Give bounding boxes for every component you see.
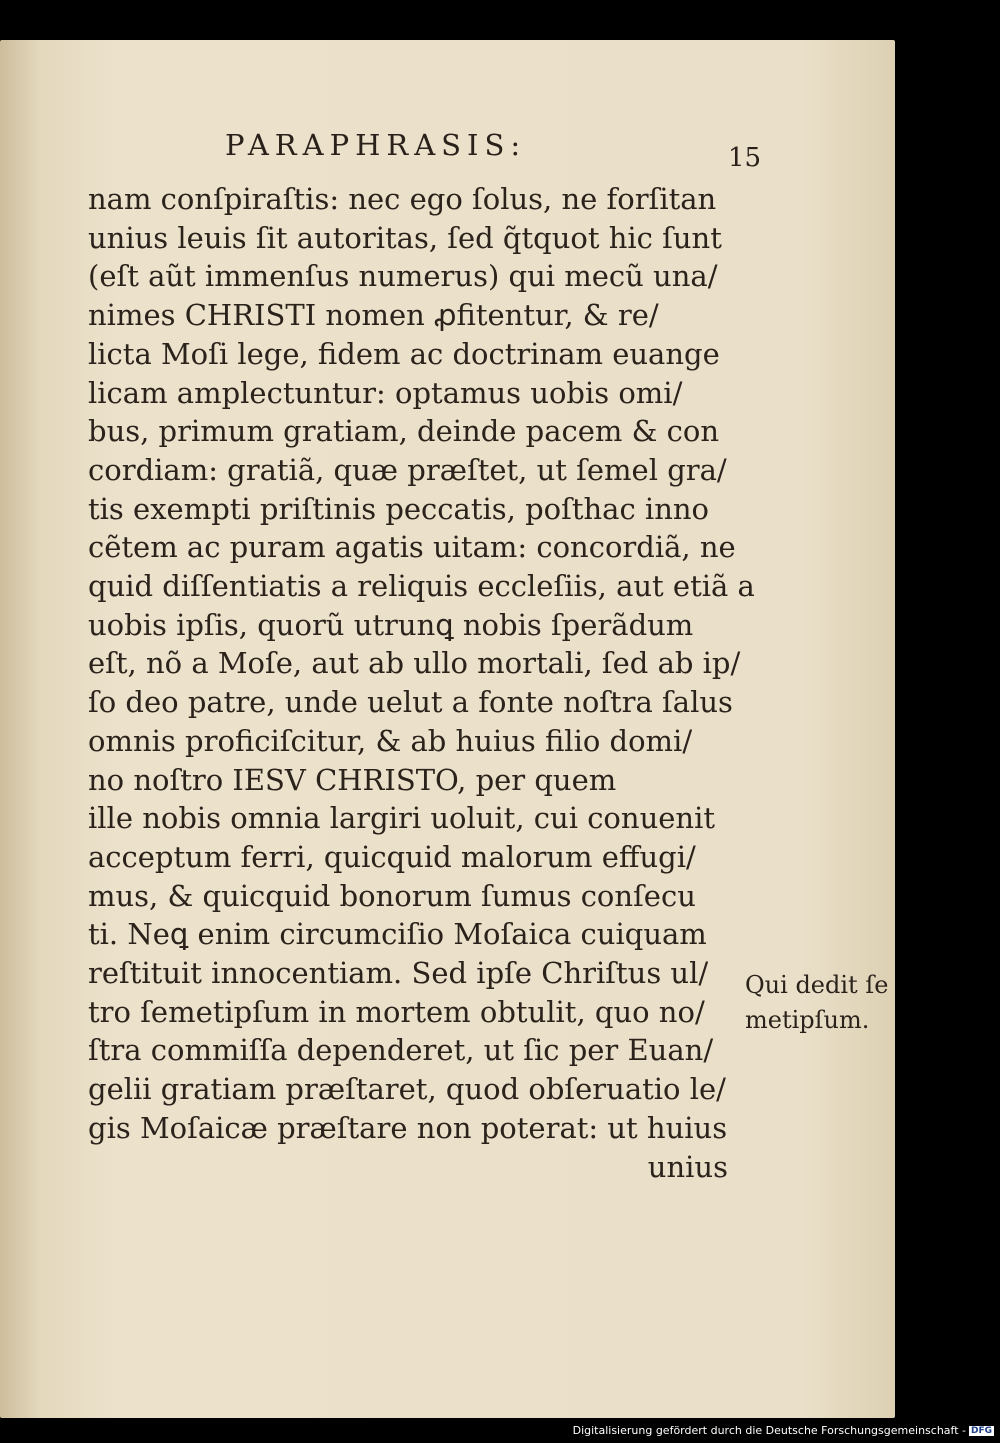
text-line: uobis ipſis, quorũ utrunꝗ nobis ſperãdum (88, 607, 694, 642)
text-line: omnis proficiſcitur, & ab huius filio domi/ (88, 723, 693, 758)
page-number: 15 (728, 143, 762, 173)
text-line: reſtituit innocentiam. Sed ipſe Chriſtus ul/ (88, 956, 709, 991)
text-line: gelii gratiam præſtaret, quod obſeruatio le/ (88, 1072, 726, 1107)
text-line: eſt, nõ a Moſe, aut ab ullo mortali, ſed ab ip/ (88, 646, 741, 681)
catchword: unius (647, 1149, 728, 1184)
text-line: nimes CHRISTI nomen ꝓfitentur, & re/ (88, 298, 659, 333)
running-title: PARAPHRASIS: (225, 128, 527, 162)
text-line: mus, & quicquid bonorum ſumus conſecu (88, 878, 696, 913)
text-line: unius leuis ſit autoritas, ſed q̃tquot hic ſunt (88, 220, 722, 255)
body-text (88, 180, 755, 1186)
margin-note (745, 968, 895, 1038)
footer-credit (573, 1424, 994, 1437)
text-line: bus, primum gratiam, deinde pacem & con (88, 414, 720, 449)
text-line: licta Moſi lege, fidem ac doctrinam euange (88, 336, 720, 371)
text-line: quid diſſentiatis a reliquis eccleſiis, aut etiã a (88, 569, 755, 604)
text-line: nam conſpiraſtis: nec ego ſolus, ne forſitan (88, 182, 717, 216)
margin-note-line: Qui dedit ſe (745, 971, 889, 999)
text-line: acceptum ferri, quicquid malorum effugi/ (88, 839, 696, 874)
text-line: (eſt aũt immenſus numerus) qui mecũ una/ (88, 259, 718, 294)
text-line: ſtra commiſſa dependeret, ut ſic per Euan/ (88, 1033, 714, 1068)
text-line: cẽtem ac puram agatis uitam: concordiã, ne (88, 530, 736, 565)
margin-note-line: metipſum. (745, 1006, 870, 1034)
text-line: tis exempti priſtinis peccatis, poſthac inno (88, 491, 710, 526)
text-line: tro ſemetipſum in mortem obtulit, quo no/ (88, 994, 705, 1029)
text-line: gis Moſaicæ præſtare non poterat: ut huius (88, 1110, 728, 1145)
text-line: cordiam: gratiã, quæ præſtet, ut ſemel gra/ (88, 452, 727, 487)
text-line: no noſtro IESV CHRISTO, per quem (88, 762, 617, 797)
credit-text: Digitalisierung gefördert durch die Deutsche Forschungsgemeinschaft - (572, 1424, 966, 1437)
text-line: ti. Neꝗ enim circumciſio Moſaica cuiquam (88, 917, 707, 952)
text-line: ille nobis omnia largiri uoluit, cui conuenit (88, 801, 716, 836)
text-line: licam amplectuntur: optamus uobis omi/ (88, 375, 683, 410)
dfg-logo-icon: DFG (970, 1426, 992, 1436)
text-line: ſo deo patre, unde uelut a fonte noſtra ſalus (88, 685, 733, 720)
